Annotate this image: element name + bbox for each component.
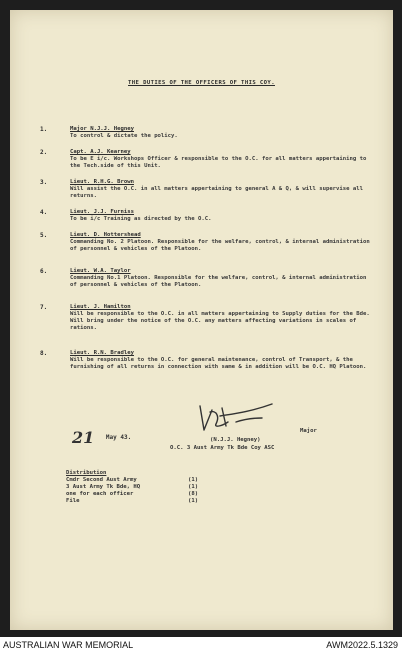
document-title: THE DUTIES OF THE OFFICERS OF THIS COY. [128,80,275,86]
item-number: 1. [40,126,48,133]
distribution-count: (8) [188,491,199,497]
item-number: 8. [40,350,48,357]
distribution-count: (1) [188,484,199,490]
document-page [10,10,393,630]
duty-description: Will be responsible to the O.C. in all matters appertaining to Supply duties for the Bde. Will bring under the notice of the O.C. any matters affecting variations in scales of rations. [70,311,370,331]
distribution-recipient: 3 Aust Army Tk Bde, HQ [66,484,141,490]
distribution-recipient: Cmdr Second Aust Army [66,477,137,483]
distribution-row [66,484,226,491]
duty-description: To control & dictate the policy. [70,133,178,139]
signatory-name: (N.J.J. Hegney) [210,437,261,443]
distribution-heading: Distribution [66,470,107,476]
archive-footer [0,637,402,653]
officer-name: Lieut. J. Hamilton [70,304,131,310]
distribution-row [66,498,226,505]
officer-name: Lieut. J.J. Furniss [70,209,134,215]
signature-date [72,428,131,447]
item-number: 6. [40,268,48,275]
date-text: May 43. [105,434,132,441]
duty-description: Will be responsible to the O.C. for general maintenance, control of Transport, & the furnishing of all returns in connection with same & in addition will be O.C. HQ Platoon. [70,357,367,370]
signatory-unit: O.C. 3 Aust Army Tk Bde Coy ASC [170,445,275,451]
officer-name: Lieut. R.N. Bradley [70,350,134,356]
distribution-row [66,477,226,484]
archive-reference: AWM2022.5.1329 [326,640,398,650]
officer-name: Major N.J.J. Hegney [70,126,134,132]
item-number: 3. [40,179,48,186]
handwritten-signature [192,400,282,434]
distribution-recipient: one for each officer [66,491,134,497]
distribution-list [66,470,226,505]
distribution-count: (1) [188,477,199,483]
duty-description: To be E i/c. Workshops Officer & responsible to the O.C. for all matters appertaining to the Tech.side of this Unit. [70,156,367,169]
archive-name: AUSTRALIAN WAR MEMORIAL [3,640,134,650]
distribution-count: (1) [188,498,199,504]
handwritten-day: 21 [72,428,95,447]
duty-description: Commanding No. 2 Platoon. Responsible for the welfare, control, & internal administration of personnel & vehicles of the Platoon. [70,239,370,252]
officer-name: Capt. A.J. Kearney [70,149,131,155]
distribution-row [66,491,226,498]
officer-name: Lieut. W.A. Taylor [70,268,131,274]
duty-description: Will assist the O.C. in all matters appertaining to general A & Q, & will supervise all returns. [70,186,363,199]
item-number: 4. [40,209,48,216]
officer-name: Lieut. D. Hottershead [70,232,141,238]
item-number: 5. [40,232,48,239]
item-number: 2. [40,149,48,156]
duty-description: Commanding No.1 Platoon. Responsible for the welfare, control, & internal administration of personnel & vehicles of the Platoon. [70,275,367,288]
duty-description: To be i/c Training as directed by the O.C. [70,216,212,222]
item-number: 7. [40,304,48,311]
officer-name: Lieut. R.H.G. Brown [70,179,134,185]
distribution-recipient: File [66,498,80,504]
signatory-rank: Major [300,428,317,434]
